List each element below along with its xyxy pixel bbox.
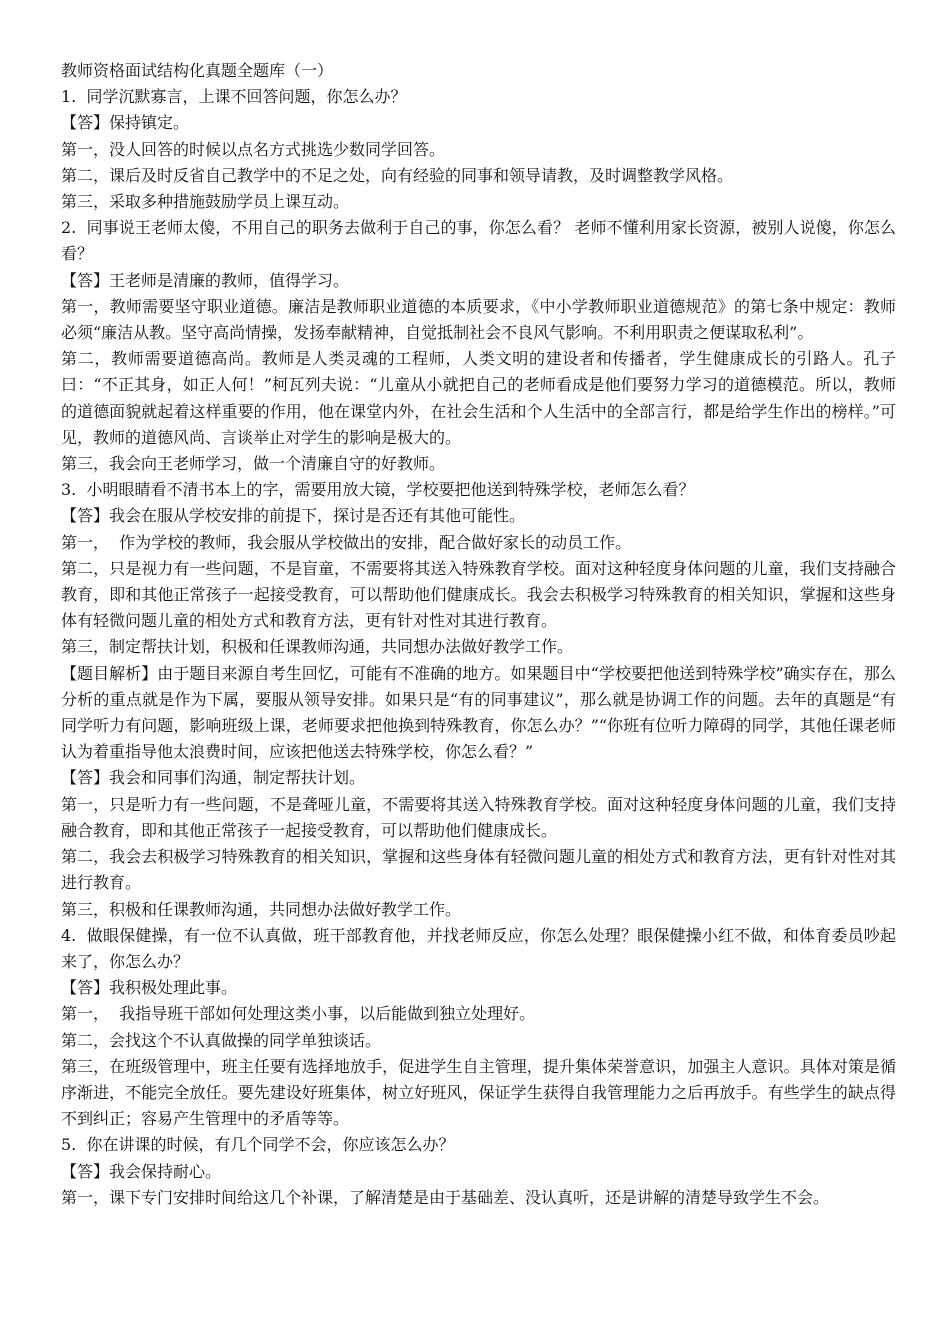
answer-3b-point-1: 第一，只是听力有一些问题，不是聋哑儿童，不需要将其送入特殊教育学校。面对这种轻度身体问题的儿童，我们支持融合教育，即和其他正常孩子一起接受教育，可以帮助他们健康成长。	[61, 794, 896, 840]
answer-1-point-2: 第二，课后及时反省自己教学中的不足之处，向有经验的同事和领导请教，及时调整教学风格。	[61, 165, 734, 185]
question-4: 4. 做眼保健操，有一位不认真做，班干部教育他，并找老师反应，你怎么处理？眼保健操小红不做，和体育委员吵起来了，你怎么办？	[61, 925, 896, 971]
answer-3-point-3: 第三，制定帮扶计划，积极和任课教师沟通，共同想办法做好教学工作。	[61, 637, 574, 657]
answer-4-point-2: 第二，会找这个不认真做操的同学单独谈话。	[61, 1030, 382, 1050]
question-2: 2. 同事说王老师太傻，不用自己的职务去做利于自己的事，你怎么看？ 老师不懂利用家长资源，被别人说傻，你怎么看？	[61, 218, 896, 264]
answer-3b-point-2: 第二，我会去积极学习特殊教育的相关知识，掌握和这些身体有轻微问题儿童的相处方式和教育方法，更有针对性对其进行教育。	[61, 847, 896, 893]
answer-3-point-2: 第二，只是视力有一些问题，不是盲童，不需要将其送入特殊教育学校。面对这种轻度身体问题的儿童，我们支持融合教育，即和其他正常孩子一起接受教育，可以帮助他们健康成长。我会去积极学习特殊教育的相关知识，掌握和这些身体有轻微问题儿童的相处方式和教育方法，更有针对性对其进行教育。	[61, 558, 896, 631]
answer-1-point-1: 第一，没人回答的时候以点名方式挑选少数同学回答。	[61, 139, 446, 159]
answer-2-point-3: 第三，我会向王老师学习，做一个清廉自守的好教师。	[61, 454, 446, 474]
question-3: 3. 小明眼睛看不清书本上的字，需要用放大镜，学校要把他送到特殊学校，老师怎么看？	[61, 480, 695, 500]
answer-2-point-2: 第二，教师需要道德高尚。教师是人类灵魂的工程师，人类文明的建设者和传播者，学生健康成长的引路人。孔子曰：“不正其身，如正人何！”柯瓦列夫说：“儿童从小就把自己的老师看成是他们要努力学习的道德模范。所以，教师的道德面貌就起着这样重要的作用，他在课堂内外，在社会生活和个人生活中的全部言行，都是给学生作出的榜样。”可见，教师的道德风尚、言谈举止对学生的影响是极大的。	[61, 349, 896, 447]
answer-5-point-1: 第一，课下专门安排时间给这几个补课，了解清楚是由于基础差、没认真听，还是讲解的清楚导致学生不会。	[61, 1187, 830, 1207]
answer-1: 【答】保持镇定。	[61, 113, 190, 133]
question-3-analysis: 【题目解析】由于题目来源自考生回忆，可能有不准确的地方。如果题目中“学校要把他送到特殊学校”确实存在，那么分析的重点就是作为下属，要服从领导安排。如果只是“有的同事建议”，那么就是协调工作的问题。去年的真题是“有同学听力有问题，影响班级上课，老师要求把他换到特殊教育，你怎么办？”“你班有位听力障碍的同学，其他任课老师认为着重指导他太浪费时间，应该把他送去特殊学校，你怎么看？”	[61, 663, 896, 762]
answer-4-point-3: 第三，在班级管理中，班主任要有选择地放手，促进学生自主管理，提升集体荣誉意识，加强主人意识。具体对策是循序渐进，不能完全放任。要先建设好班集体，树立好班风，保证学生获得自我管理能力之后再放手。有些学生的缺点得不到纠正；容易产生管理中的矛盾等等。	[61, 1056, 896, 1129]
answer-4-point-1: 第一， 我指导班干部如何处理这类小事，以后能做到独立处理好。	[61, 1004, 536, 1024]
answer-3b: 【答】我会和同事们沟通，制定帮扶计划。	[61, 768, 366, 788]
question-5: 5. 你在讲课的时候，有几个同学不会，你应该怎么办？	[61, 1135, 455, 1155]
document-title: 教师资格面试结构化真题全题库（一）	[61, 61, 334, 80]
answer-3: 【答】我会在服从学校安排的前提下，探讨是否还有其他可能性。	[61, 506, 526, 526]
answer-4: 【答】我积极处理此事。	[61, 978, 238, 998]
question-1: 1. 同学沉默寡言，上课不回答问题，你怎么办？	[61, 87, 407, 107]
document-page	[61, 58, 896, 1211]
answer-2: 【答】王老师是清廉的教师，值得学习。	[61, 270, 350, 290]
answer-5: 【答】我会保持耐心。	[61, 1161, 222, 1181]
answer-1-point-3: 第三，采取多种措施鼓励学员上课互动。	[61, 192, 350, 212]
answer-3-point-1: 第一， 作为学校的教师，我会服从学校做出的安排，配合做好家长的动员工作。	[61, 532, 632, 552]
answer-2-point-1: 第一，教师需要坚守职业道德。廉洁是教师职业道德的本质要求，《中小学教师职业道德规范》的第七条中规定：教师必须“廉洁从教。坚守高尚情操，发扬奉献精神，自觉抵制社会不良风气影响。不利用职责之便谋取私利”。	[61, 296, 896, 343]
answer-3b-point-3: 第三，积极和任课教师沟通，共同想办法做好教学工作。	[61, 899, 462, 919]
